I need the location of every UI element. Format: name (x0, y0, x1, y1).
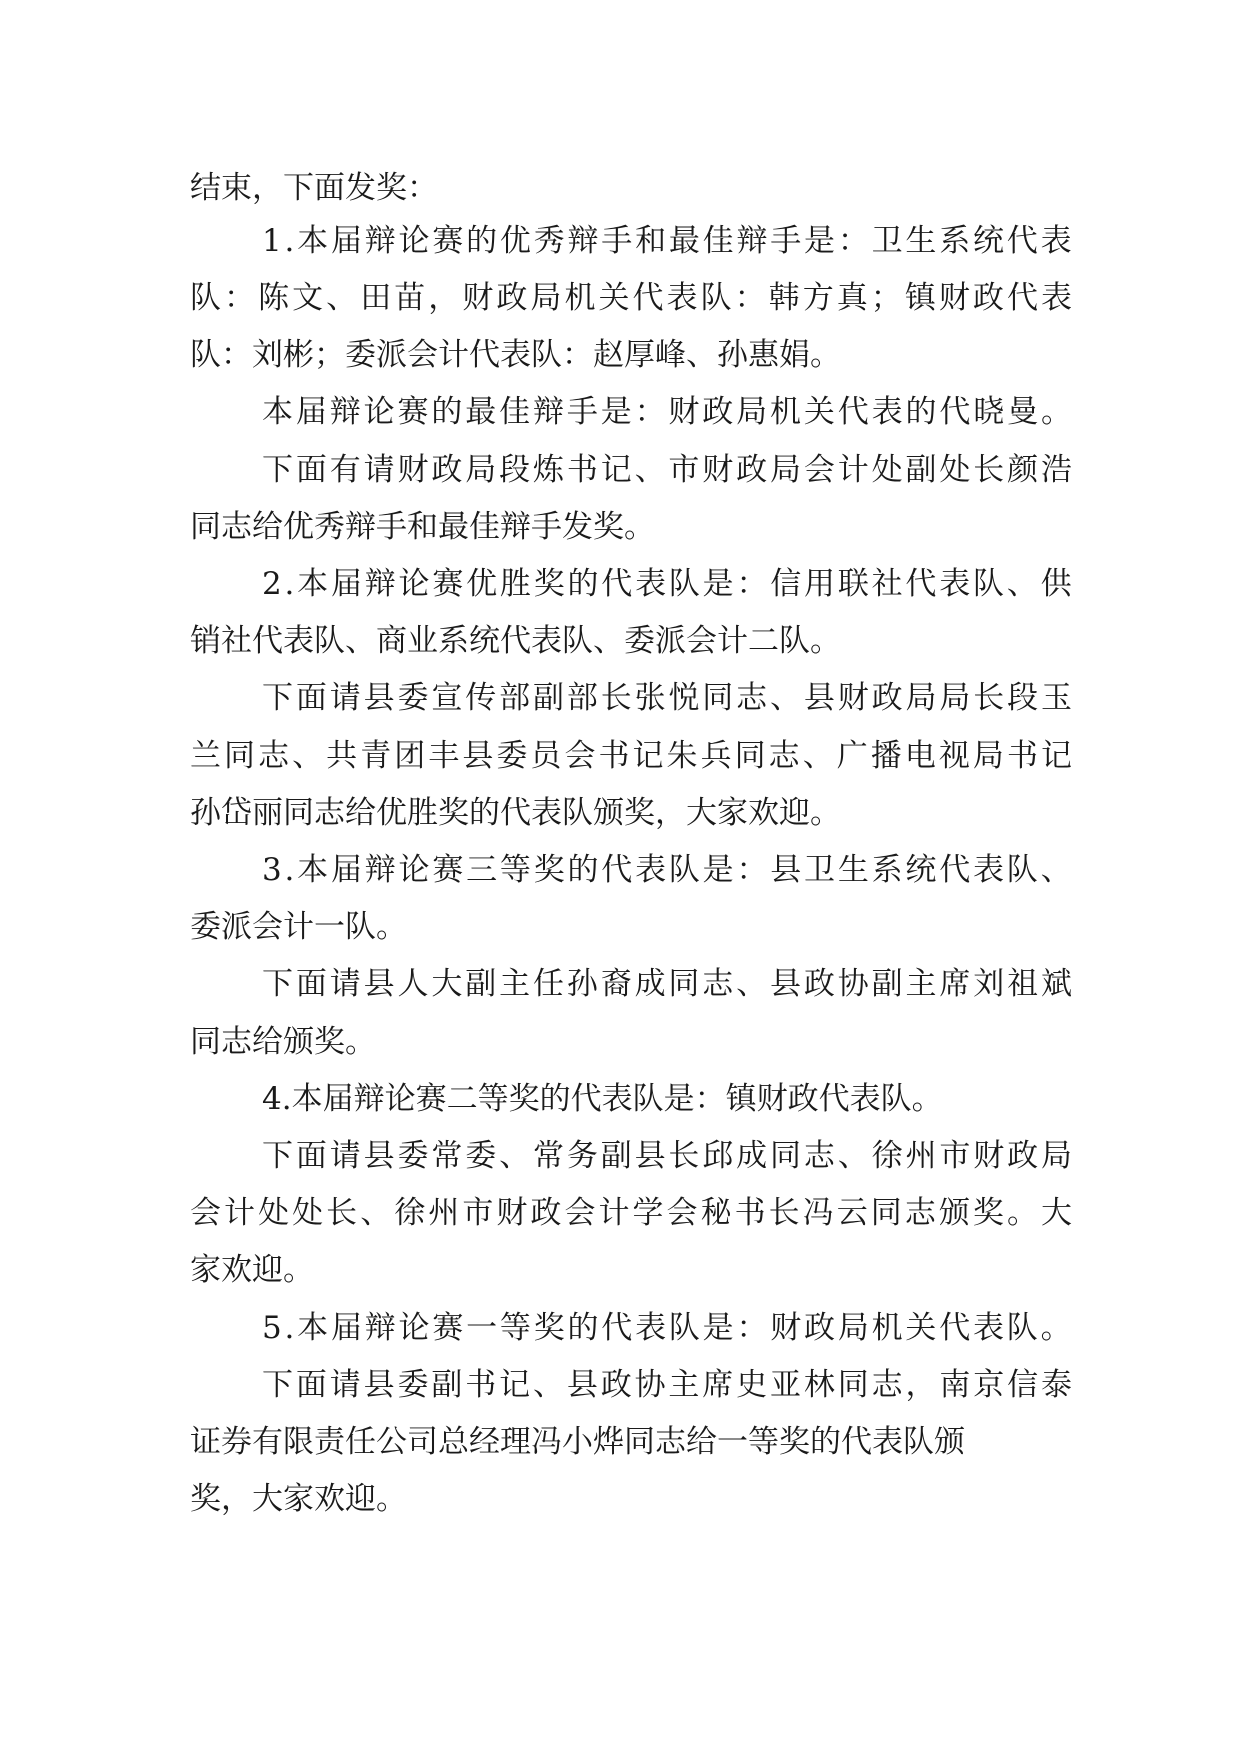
text-line: 3.本届辩论赛三等奖的代表队是：县卫生系统代表队、 (262, 852, 1075, 888)
text-line: 下面请县委常委、常务副县长邱成同志、徐州市财政局 (262, 1138, 1075, 1174)
text-line: 结束，下面发奖： (190, 170, 438, 206)
text-line: 下面有请财政局段炼书记、市财政局会计处副处长颜浩 (262, 452, 1075, 488)
text-line: 同志给优秀辩手和最佳辩手发奖。 (190, 509, 655, 545)
text-line: 队：陈文、田苗，财政局机关代表队：韩方真；镇财政代表 (190, 280, 1076, 316)
text-line: 下面请县人大副主任孙裔成同志、县政协副主席刘祖斌 (262, 966, 1075, 1002)
text-line: 队：刘彬；委派会计代表队：赵厚峰、孙惠娟。 (190, 337, 841, 373)
text-line: 下面请县委宣传部副部长张悦同志、县财政局局长段玉 (262, 680, 1075, 716)
text-line: 孙岱丽同志给优胜奖的代表队颁奖，大家欢迎。 (190, 795, 841, 831)
text-line: 家欢迎。 (190, 1252, 314, 1288)
text-line: 委派会计一队。 (190, 909, 407, 945)
text-line: 会计处处长、徐州市财政会计学会秘书长冯云同志颁奖。大 (190, 1195, 1076, 1231)
text-line: 下面请县委副书记、县政协主席史亚林同志，南京信泰 (262, 1367, 1075, 1403)
text-line: 5.本届辩论赛一等奖的代表队是：财政局机关代表队。 (262, 1310, 1075, 1346)
text-line: 本届辩论赛的最佳辩手是：财政局机关代表的代晓曼。 (262, 394, 1075, 430)
text-line: 兰同志、共青团丰县委员会书记朱兵同志、广播电视局书记 (190, 738, 1076, 774)
text-line: 奖，大家欢迎。 (190, 1481, 407, 1517)
text-line: 2.本届辩论赛优胜奖的代表队是：信用联社代表队、供 (262, 566, 1075, 602)
text-line: 同志给颁奖。 (190, 1024, 376, 1060)
text-line: 销社代表队、商业系统代表队、委派会计二队。 (190, 623, 841, 659)
text-line: 4.本届辩论赛二等奖的代表队是：镇财政代表队。 (262, 1081, 943, 1117)
text-line: 1.本届辩论赛的优秀辩手和最佳辩手是：卫生系统代表 (262, 223, 1075, 259)
text-line: 证券有限责任公司总经理冯小烨同志给一等奖的代表队颁 (190, 1424, 965, 1460)
